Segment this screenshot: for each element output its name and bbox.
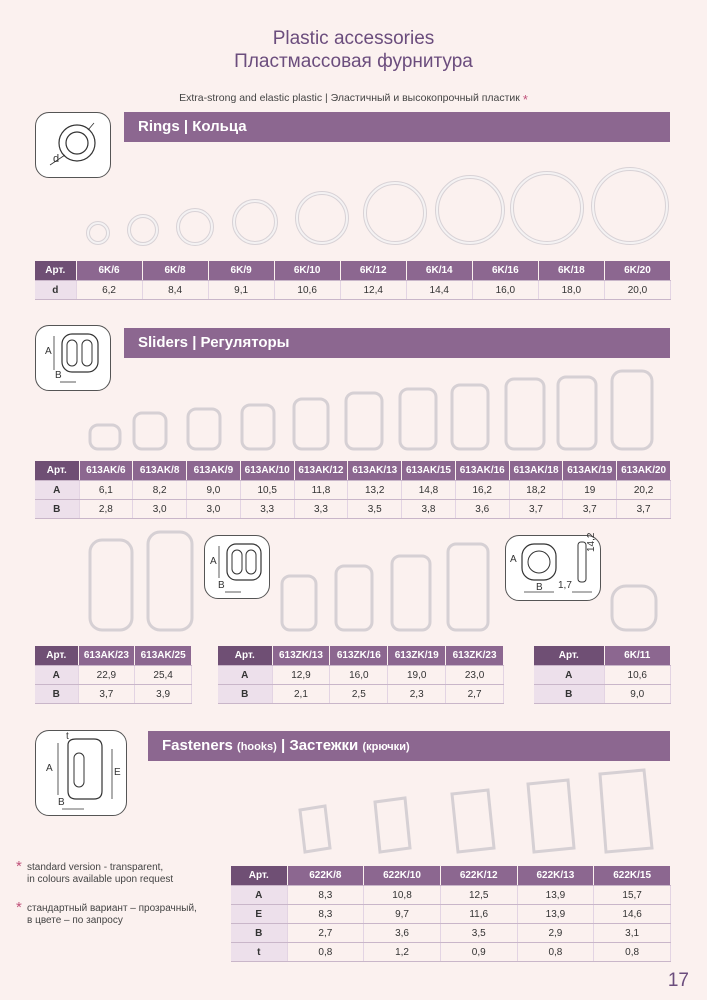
table-cell: 13,2 bbox=[348, 481, 402, 500]
table-header-cell: 613AK/19 bbox=[563, 461, 617, 481]
table-cell: B bbox=[534, 685, 604, 704]
table-cell: 0,8 bbox=[287, 943, 364, 962]
asterisk-mark: * bbox=[522, 92, 528, 107]
note-en-line2: in colours available upon request bbox=[27, 874, 174, 885]
sliders-table-header bbox=[35, 461, 671, 481]
table-cell: 0,9 bbox=[440, 943, 517, 962]
ring-d-label: d bbox=[53, 153, 60, 165]
table-header-cell: 6K/8 bbox=[142, 261, 208, 281]
table-cell: B bbox=[231, 924, 287, 943]
table-cell: 14,6 bbox=[594, 905, 671, 924]
table-row bbox=[231, 943, 671, 962]
table-cell: 9,1 bbox=[208, 281, 274, 300]
table-cell: 3,5 bbox=[348, 500, 402, 519]
table-cell: A bbox=[35, 481, 79, 500]
table-header-cell: 613AK/9 bbox=[187, 461, 241, 481]
rings-table-header bbox=[35, 261, 671, 281]
slider-zk-b-label: B bbox=[218, 580, 225, 591]
rings-section-band: Rings | Кольца bbox=[124, 112, 670, 142]
slider-b-label: B bbox=[55, 370, 62, 381]
table-cell: 19 bbox=[563, 481, 617, 500]
table-row bbox=[35, 281, 671, 300]
fastener-e-label: E bbox=[114, 767, 121, 778]
table-cell: 3,5 bbox=[440, 924, 517, 943]
table-header-cell: 6K/12 bbox=[340, 261, 406, 281]
table-cell: 1,2 bbox=[364, 943, 441, 962]
fasteners-band-small2: (крючки) bbox=[362, 741, 410, 753]
fasteners-band-sep: | Застежки bbox=[280, 737, 359, 754]
note-en-line1: standard version - transparent, bbox=[27, 862, 164, 873]
table-cell: 2,5 bbox=[330, 685, 388, 704]
table-cell: 3,3 bbox=[240, 500, 294, 519]
table-cell: 3,0 bbox=[133, 500, 187, 519]
table-header-cell: 622K/12 bbox=[440, 866, 517, 886]
note-ru-line2: в цвете – по запросу bbox=[27, 915, 123, 926]
table-cell: 25,4 bbox=[135, 666, 192, 685]
fasteners-table bbox=[231, 866, 671, 962]
table-header-cell: 622K/13 bbox=[517, 866, 594, 886]
table-cell: 22,9 bbox=[78, 666, 135, 685]
table-header-cell: 613AK/25 bbox=[135, 646, 192, 666]
note-en-asterisk: * bbox=[16, 858, 22, 875]
sliders-table-3 bbox=[218, 646, 504, 704]
table-header-cell: 613ZK/23 bbox=[446, 646, 504, 666]
table-row bbox=[218, 685, 504, 704]
table-cell: 2,3 bbox=[388, 685, 446, 704]
table-cell: 3,7 bbox=[617, 500, 671, 519]
ring-products-image bbox=[0, 150, 707, 255]
sliders-table bbox=[35, 461, 671, 519]
table-header-cell: 6K/6 bbox=[76, 261, 142, 281]
fasteners-band-main: Fasteners bbox=[162, 737, 233, 754]
table-cell: 9,7 bbox=[364, 905, 441, 924]
note-ru bbox=[16, 899, 197, 927]
table-cell: 10,6 bbox=[604, 666, 671, 685]
table-header-cell: 6K/9 bbox=[208, 261, 274, 281]
table-header-cell: 613ZK/13 bbox=[272, 646, 330, 666]
table-header-cell: 613AK/8 bbox=[133, 461, 187, 481]
table-cell: 9,0 bbox=[187, 481, 241, 500]
page-subtitle bbox=[0, 92, 707, 107]
table-header-cell: 6K/18 bbox=[538, 261, 604, 281]
table-row bbox=[35, 500, 671, 519]
table-row bbox=[218, 666, 504, 685]
table-cell: 15,7 bbox=[594, 886, 671, 905]
table-header-row bbox=[35, 646, 192, 666]
table-cell: 2,8 bbox=[79, 500, 133, 519]
table-header-cell: 613AK/6 bbox=[79, 461, 133, 481]
table-header-row bbox=[231, 866, 671, 886]
slider-a-label: A bbox=[45, 346, 52, 357]
table-row bbox=[231, 886, 671, 905]
table-header-cell: 613AK/23 bbox=[78, 646, 135, 666]
fastener-a-label: A bbox=[46, 763, 53, 774]
table-header-cell: Арт. bbox=[35, 646, 78, 666]
table-header-cell: 613AK/16 bbox=[455, 461, 509, 481]
table-header-cell: Арт. bbox=[231, 866, 287, 886]
table-header-cell: 6K/14 bbox=[406, 261, 472, 281]
table-header-cell: 622K/10 bbox=[364, 866, 441, 886]
table-cell: d bbox=[35, 281, 76, 300]
table-cell: A bbox=[218, 666, 272, 685]
table-cell: B bbox=[35, 500, 79, 519]
fastener-t-label: t bbox=[66, 731, 69, 742]
table-cell: 10,8 bbox=[364, 886, 441, 905]
table-row bbox=[534, 685, 671, 704]
sliders-section-band: Sliders | Регуляторы bbox=[124, 328, 670, 358]
table-cell: 12,4 bbox=[340, 281, 406, 300]
table-header-cell: Арт. bbox=[218, 646, 272, 666]
table-cell: 10,6 bbox=[274, 281, 340, 300]
table-row bbox=[534, 666, 671, 685]
table-cell: 16,0 bbox=[330, 666, 388, 685]
sliders-table-2 bbox=[35, 646, 192, 704]
table-header-cell: Арт. bbox=[35, 261, 76, 281]
table-header-cell: 613AK/10 bbox=[240, 461, 294, 481]
table-header-cell: 6K/10 bbox=[274, 261, 340, 281]
table-cell: 12,5 bbox=[440, 886, 517, 905]
table-cell: 3,7 bbox=[78, 685, 135, 704]
table-row bbox=[35, 481, 671, 500]
table-cell: 8,3 bbox=[287, 886, 364, 905]
table-cell: E bbox=[231, 905, 287, 924]
table-cell: 14,4 bbox=[406, 281, 472, 300]
slider-zk-a-label: A bbox=[210, 556, 217, 567]
table-cell: 0,8 bbox=[517, 943, 594, 962]
note-ru-line1: стандартный вариант – прозрачный, bbox=[27, 903, 197, 914]
table-cell: t bbox=[231, 943, 287, 962]
slider-zk-diagram-icon bbox=[204, 535, 270, 599]
table-cell: 13,9 bbox=[517, 905, 594, 924]
table-cell: 11,8 bbox=[294, 481, 348, 500]
table-header-cell: 613AK/13 bbox=[348, 461, 402, 481]
table-cell: 14,8 bbox=[402, 481, 456, 500]
table-cell: B bbox=[218, 685, 272, 704]
table-header-cell: Арт. bbox=[534, 646, 604, 666]
table-header-row bbox=[534, 646, 671, 666]
ring-slider-diagram-icon bbox=[505, 532, 601, 601]
table-header-cell: 613ZK/19 bbox=[388, 646, 446, 666]
table-cell: 3,7 bbox=[563, 500, 617, 519]
table-cell: 12,9 bbox=[272, 666, 330, 685]
table-cell: 3,7 bbox=[509, 500, 563, 519]
page-title: Plastic accessories bbox=[272, 28, 435, 49]
ring-slider-height-label: 14,2 bbox=[586, 532, 597, 552]
table-cell: 18,2 bbox=[509, 481, 563, 500]
table-cell: 6,2 bbox=[76, 281, 142, 300]
table-cell: 9,0 bbox=[604, 685, 671, 704]
table-cell: 3,8 bbox=[402, 500, 456, 519]
fasteners-band-small1: (hooks) bbox=[237, 741, 277, 753]
ring-slider-width-label: 1,7 bbox=[558, 580, 572, 591]
table-cell: 10,5 bbox=[240, 481, 294, 500]
table-header-cell: 613ZK/16 bbox=[330, 646, 388, 666]
table-row bbox=[231, 905, 671, 924]
table-cell: A bbox=[35, 666, 78, 685]
fastener-b-label: B bbox=[58, 797, 65, 808]
table-cell: 3,0 bbox=[187, 500, 241, 519]
table-cell: 23,0 bbox=[446, 666, 504, 685]
table-cell: 2,9 bbox=[517, 924, 594, 943]
table-header-cell: 622K/15 bbox=[594, 866, 671, 886]
table-header-cell: 613AK/18 bbox=[509, 461, 563, 481]
table-cell: 2,7 bbox=[446, 685, 504, 704]
table-cell: A bbox=[231, 886, 287, 905]
fastener-products-image bbox=[0, 770, 707, 860]
table-cell: 19,0 bbox=[388, 666, 446, 685]
table-cell: 2,1 bbox=[272, 685, 330, 704]
page-title-ru: Пластмассовая фурнитура bbox=[234, 51, 473, 72]
table-row bbox=[35, 666, 192, 685]
table-cell: 16,2 bbox=[455, 481, 509, 500]
table-cell: 18,0 bbox=[538, 281, 604, 300]
table-cell: 3,3 bbox=[294, 500, 348, 519]
table-cell: 20,0 bbox=[604, 281, 670, 300]
table-cell: 3,6 bbox=[455, 500, 509, 519]
note-ru-asterisk: * bbox=[16, 899, 22, 916]
table-header-cell: 613AK/15 bbox=[402, 461, 456, 481]
ring-slider-a-label: A bbox=[510, 554, 517, 565]
table-cell: 6,1 bbox=[79, 481, 133, 500]
table-header-cell: 6K/11 bbox=[604, 646, 671, 666]
sliders-table-4 bbox=[534, 646, 671, 704]
table-header-cell: Арт. bbox=[35, 461, 79, 481]
table-cell: 8,2 bbox=[133, 481, 187, 500]
table-cell: 8,3 bbox=[287, 905, 364, 924]
note-en bbox=[16, 858, 174, 886]
table-cell: 8,4 bbox=[142, 281, 208, 300]
table-cell: 3,6 bbox=[364, 924, 441, 943]
table-cell: 16,0 bbox=[472, 281, 538, 300]
table-cell: 3,1 bbox=[594, 924, 671, 943]
table-cell: 0,8 bbox=[594, 943, 671, 962]
table-cell: 13,9 bbox=[517, 886, 594, 905]
fasteners-section-band bbox=[148, 731, 670, 761]
table-cell: 20,2 bbox=[617, 481, 671, 500]
table-cell: 3,9 bbox=[135, 685, 192, 704]
rings-table bbox=[35, 261, 671, 300]
table-header-cell: 6K/20 bbox=[604, 261, 670, 281]
table-header-cell: 613AK/20 bbox=[617, 461, 671, 481]
ring-slider-b-label: B bbox=[536, 582, 543, 593]
table-header-cell: 622K/8 bbox=[287, 866, 364, 886]
table-cell: 11,6 bbox=[440, 905, 517, 924]
slider-products-image bbox=[0, 365, 707, 457]
table-header-cell: 6K/16 bbox=[472, 261, 538, 281]
page-number: 17 bbox=[667, 970, 689, 991]
table-cell: B bbox=[35, 685, 78, 704]
table-cell: 2,7 bbox=[287, 924, 364, 943]
table-header-cell: 613AK/12 bbox=[294, 461, 348, 481]
table-row bbox=[231, 924, 671, 943]
table-row bbox=[35, 685, 192, 704]
table-cell: A bbox=[534, 666, 604, 685]
table-header-row bbox=[218, 646, 504, 666]
subtitle-text: Extra-strong and elastic plastic | Эластичный и высокопрочный пластик bbox=[179, 92, 520, 104]
